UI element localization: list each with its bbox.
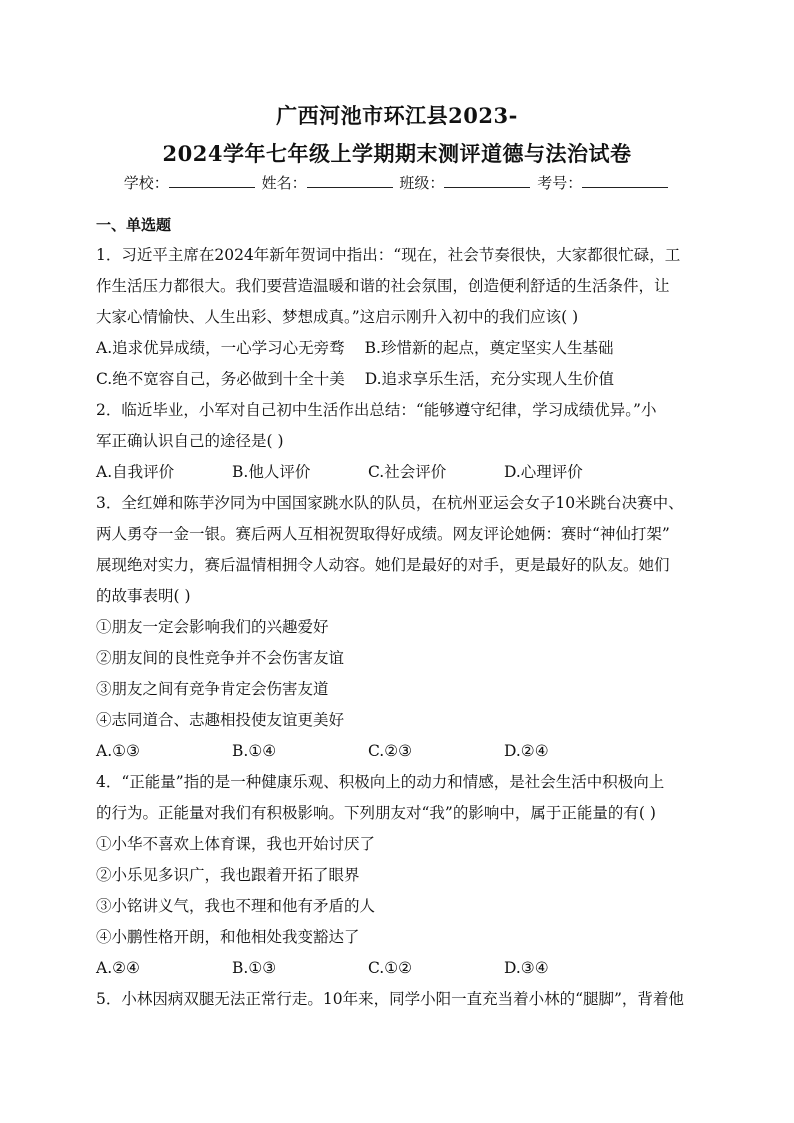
question-1-line: 大家心情愉快、人生出彩、梦想成真。”这启示刚升入初中的我们应该( ) [96, 308, 579, 326]
question-4-statement: ①小华不喜欢上体育课，我也开始讨厌了 [96, 835, 376, 853]
exam-title-line-2: 2024学年七年级上学期期末测评道德与法治试卷 [162, 141, 632, 166]
question-1-options-row [96, 333, 700, 364]
question-3-option-c[interactable]: C.②③ [368, 742, 413, 760]
question-3-line: 展现绝对实力，赛后温情相拥令人动容。她们是最好的对手，更是最好的队友。她们 [96, 556, 670, 574]
question-2-line: 军正确认识自己的途径是( ) [96, 432, 284, 450]
question-3-line: 的故事表明( ) [96, 587, 191, 605]
name-label: 姓名： [261, 174, 307, 192]
question-4-option-d[interactable]: D.③④ [504, 959, 549, 977]
questions-content [96, 240, 700, 1015]
question-1-line: 1．习近平主席在2024年新年贺词中指出：“现在，社会节奏很快，大家都很忙碌，工 [96, 246, 681, 264]
question-1-option-c[interactable]: C.绝不宽容自己，务必做到十全十美 [96, 370, 345, 388]
question-1-line: 作生活压力都很大。我们要营造温暖和谐的社会氛围，创造便利舒适的生活条件，让 [96, 277, 670, 295]
exam-number-blank[interactable] [582, 173, 668, 188]
question-4-option-b[interactable]: B.①③ [232, 959, 277, 977]
question-1-option-a[interactable]: A.追求优异成绩，一心学习心无旁骛 [96, 339, 345, 357]
question-4-option-c[interactable]: C.①② [368, 959, 413, 977]
school-label: 学校： [123, 174, 169, 192]
question-4-statement: ②小乐见多识广，我也跟着开拓了眼界 [96, 866, 360, 884]
section-title: 一、单选题 [96, 216, 172, 234]
question-2-line: 2．临近毕业，小军对自己初中生活作出总结：“能够遵守纪律，学习成绩优异。”小 [96, 401, 657, 419]
question-4-statement: ③小铭讲义气，我也不理和他有矛盾的人 [96, 897, 376, 915]
question-4-line: 的行为。正能量对我们有积极影响。下列朋友对“我”的影响中，属于正能量的有( ) [96, 804, 656, 822]
school-blank[interactable] [169, 173, 255, 188]
question-1-option-d[interactable]: D.追求享乐生活，充分实现人生价值 [364, 370, 615, 388]
question-1-option-b[interactable]: B.珍惜新的起点，奠定坚实人生基础 [364, 339, 614, 357]
exam-number-label: 考号： [537, 174, 583, 192]
question-3-option-d[interactable]: D.②④ [504, 742, 549, 760]
question-3-option-b[interactable]: B.①④ [232, 742, 277, 760]
question-4-line: 4．“正能量”指的是一种健康乐观、积极向上的动力和情感，是社会生活中积极向上 [96, 773, 665, 791]
question-3-statement: ①朋友一定会影响我们的兴趣爱好 [96, 618, 329, 636]
question-3-line: 两人勇夺一金一银。赛后两人互相祝贺取得好成绩。网友评论她俩：赛时“神仙打架” [96, 525, 670, 543]
question-3-statement: ③朋友之间有竞争肯定会伤害友道 [96, 680, 329, 698]
question-3-line: 3．全红婵和陈芋汐同为中国国家跳水队的队员，在杭州亚运会女子10米跳台决赛中、 [96, 494, 684, 512]
question-2-option-a[interactable]: A.自我评价 [96, 463, 175, 481]
question-2-option-d[interactable]: D.心理评价 [504, 463, 583, 481]
exam-title-line-1: 广西河池市环江县2023- [276, 103, 518, 128]
question-4-statement: ④小鹏性格开朗，和他相处我变豁达了 [96, 928, 360, 946]
question-3-option-a[interactable]: A.①③ [96, 742, 140, 760]
question-4-option-a[interactable]: A.②④ [96, 959, 140, 977]
question-5-line: 5．小林因病双腿无法正常行走。10年来，同学小阳一直充当着小林的“腿脚”，背着他 [96, 990, 684, 1008]
name-blank[interactable] [307, 173, 393, 188]
question-3-statement: ②朋友间的良性竞争并不会伤害友谊 [96, 649, 345, 667]
question-2-option-b[interactable]: B.他人评价 [232, 463, 311, 481]
question-2-options-row [96, 457, 700, 488]
question-3-statement: ④志同道合、志趣相投使友谊更美好 [96, 711, 345, 729]
question-2-option-c[interactable]: C.社会评价 [368, 463, 447, 481]
class-label: 班级： [399, 174, 445, 192]
class-blank[interactable] [444, 173, 530, 188]
student-info-row [0, 172, 794, 193]
question-1-options-row [96, 364, 700, 395]
question-4-options-row [96, 953, 700, 984]
question-3-options-row [96, 736, 700, 767]
